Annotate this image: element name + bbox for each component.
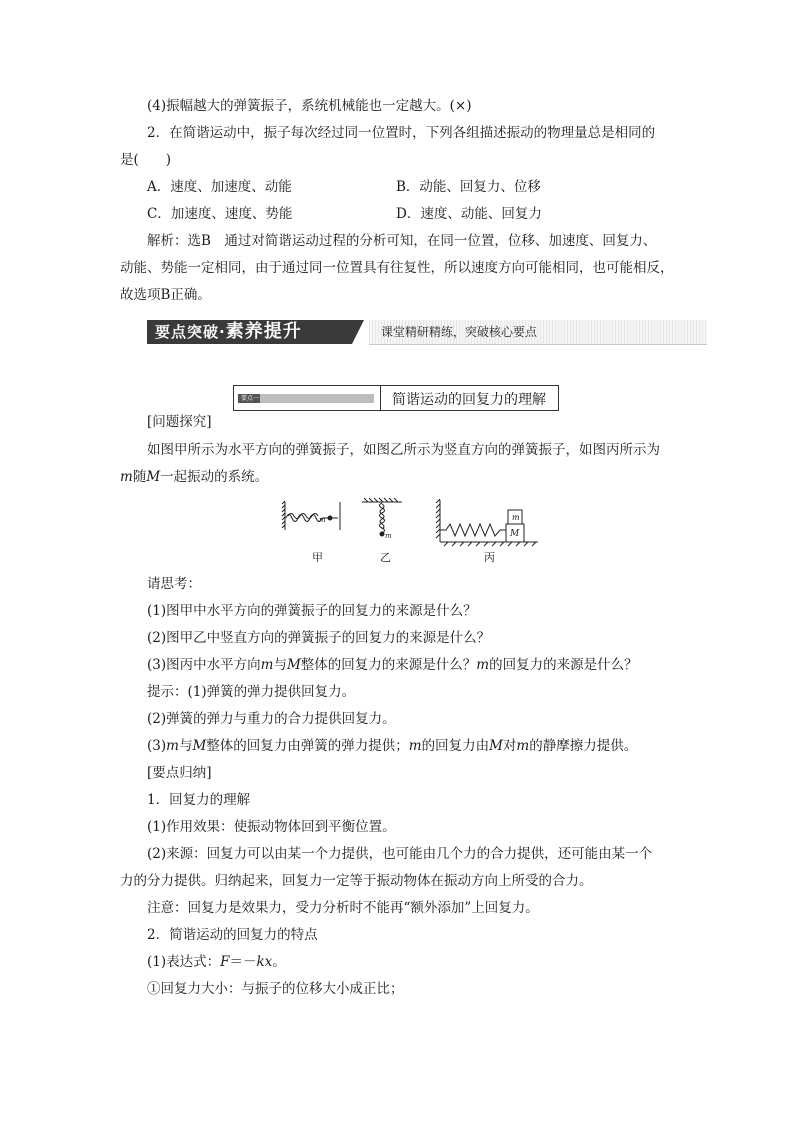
caption-jia: 甲 [312, 551, 323, 564]
text-sui: 随 [132, 469, 147, 485]
q3-part-d: 的回复力的来源是什么？ [489, 657, 638, 673]
think-q2: (2)图甲乙中竖直方向的弹簧振子的回复力的来源是什么？ [147, 630, 491, 646]
banner-title-a: 要点突破· [155, 323, 226, 341]
summary-s2: 2．简谐运动的回复力的特点 [147, 927, 318, 943]
s2a-eq: ＝－ [229, 954, 257, 970]
q3-M: M [286, 657, 301, 673]
think-q3 [147, 656, 638, 674]
q3-m2: m [476, 657, 490, 673]
hint3-b: 与 [178, 738, 193, 754]
hint3-M: M [192, 738, 207, 754]
summary-heading: [要点归纳] [147, 765, 212, 781]
section-banner [147, 320, 707, 344]
hint3-a: (3) [147, 738, 167, 754]
label-m-bing: m [512, 513, 520, 522]
banner-title [147, 320, 352, 344]
option-c: C．加速度、速度、势能 [147, 206, 293, 222]
figure-yi [362, 498, 402, 536]
s2a-end: 。 [272, 954, 286, 970]
option-b: B．动能、回复力、位移 [396, 179, 541, 195]
summary-s2b: ①回复力大小：与振子的位移大小成正比； [147, 981, 404, 997]
q3-part-c: 整体的回复力的来源是什么？ [300, 657, 477, 673]
analysis-line2: 动能、势能一定相同，由于通过同一位置具有往复性，所以速度方向可能相同，也可能相反， [120, 260, 674, 276]
knowledge-point-title: 简谐运动的回复力的理解 [392, 392, 546, 408]
knowledge-point-tag [238, 394, 374, 403]
hint3-M2: M [489, 738, 503, 754]
banner-divider-shape [352, 320, 364, 344]
summary-s1: 1．回复力的理解 [147, 792, 251, 808]
hint3-e: 对 [502, 738, 517, 754]
question-2-line1: 2．在简谐运动中，振子每次经过同一位置时，下列各组描述振动的物理量总是相同的 [147, 125, 656, 141]
question-2-line2: 是( ) [120, 152, 172, 168]
q3-part-b: 与 [273, 657, 287, 673]
think-heading: 请思考： [147, 576, 201, 592]
summary-s2a [147, 953, 286, 971]
explore-intro-line1: 如图甲所示为水平方向的弹簧振子，如图乙所示为竖直方向的弹簧振子，如图丙所示为 [147, 442, 660, 458]
knowledge-box-divider [380, 386, 381, 410]
hint3-d: 的回复力由 [421, 738, 490, 754]
summary-s1a: (1)作用效果：使振动物体回到平衡位置。 [147, 819, 396, 835]
spring-oscillators-figure [280, 494, 542, 552]
s2a-kx: kx [256, 954, 273, 970]
option-a: A．速度、加速度、动能 [147, 179, 292, 195]
hint3-c: 整体的回复力由弹簧的弹力提供； [206, 738, 409, 754]
mass-M-symbol: M [146, 469, 161, 485]
hint-2: (2)弹簧的弹力与重力的合力提供回复力。 [147, 711, 396, 727]
knowledge-point-box [233, 385, 559, 411]
item-4: (4)振幅越大的弹簧振子，系统机械能也一定越大。(×) [147, 98, 472, 114]
s2a-pre: (1)表达式： [147, 954, 221, 970]
hint3-f: 的静摩擦力提供。 [529, 738, 638, 754]
mass-m-symbol: m [120, 469, 133, 485]
analysis-line3: 故选项B正确。 [120, 287, 211, 303]
hint-1: 提示：(1)弹簧的弹力提供回复力。 [147, 684, 356, 700]
option-d: D．速度、动能、回复力 [396, 206, 542, 222]
q3-m: m [260, 657, 274, 673]
summary-note: 注意：回复力是效果力，受力分析时不能再“额外添加”上回复力。 [147, 900, 539, 916]
knowledge-point-tag-text: 要点一 [241, 395, 260, 402]
analysis-line1: 解析：选B 通过对简谐运动过程的分析可知，在同一位置，位移、加速度、回复力、 [147, 233, 657, 249]
banner-subtitle: 课堂精研精练，突破核心要点 [381, 325, 538, 339]
label-m-yi: m [385, 532, 392, 540]
banner-title-b: 素养提升 [225, 321, 302, 342]
caption-yi: 乙 [380, 551, 391, 564]
hint3-m: m [166, 738, 179, 754]
caption-bing: 丙 [484, 551, 495, 564]
hint3-m3: m [516, 738, 530, 754]
hint-3 [147, 737, 637, 755]
explore-intro-line2 [120, 468, 268, 486]
think-q1: (1)图甲中水平方向的弹簧振子的回复力的来源是什么？ [147, 603, 477, 619]
hint3-m2: m [408, 738, 422, 754]
banner-subtitle-bar [369, 320, 707, 345]
summary-s1b-line1: (2)来源：回复力可以由某一个力提供，也可能由几个力的合力提供，还可能由某一个 [147, 846, 653, 862]
q3-part-a: (3)图丙中水平方向 [147, 657, 261, 673]
figure-bing [436, 499, 538, 546]
label-M-bing: M [510, 529, 520, 539]
figure-jia [282, 501, 340, 530]
explore-heading: [问题探究] [147, 414, 212, 430]
summary-s1b-line2: 力的分力提供。归纳起来，回复力一定等于振动物体在振动方向上所受的合力。 [120, 873, 593, 889]
s2a-F: F [220, 954, 230, 970]
text-rest: 一起振动的系统。 [160, 469, 269, 485]
label-m-jia: m [319, 516, 326, 524]
